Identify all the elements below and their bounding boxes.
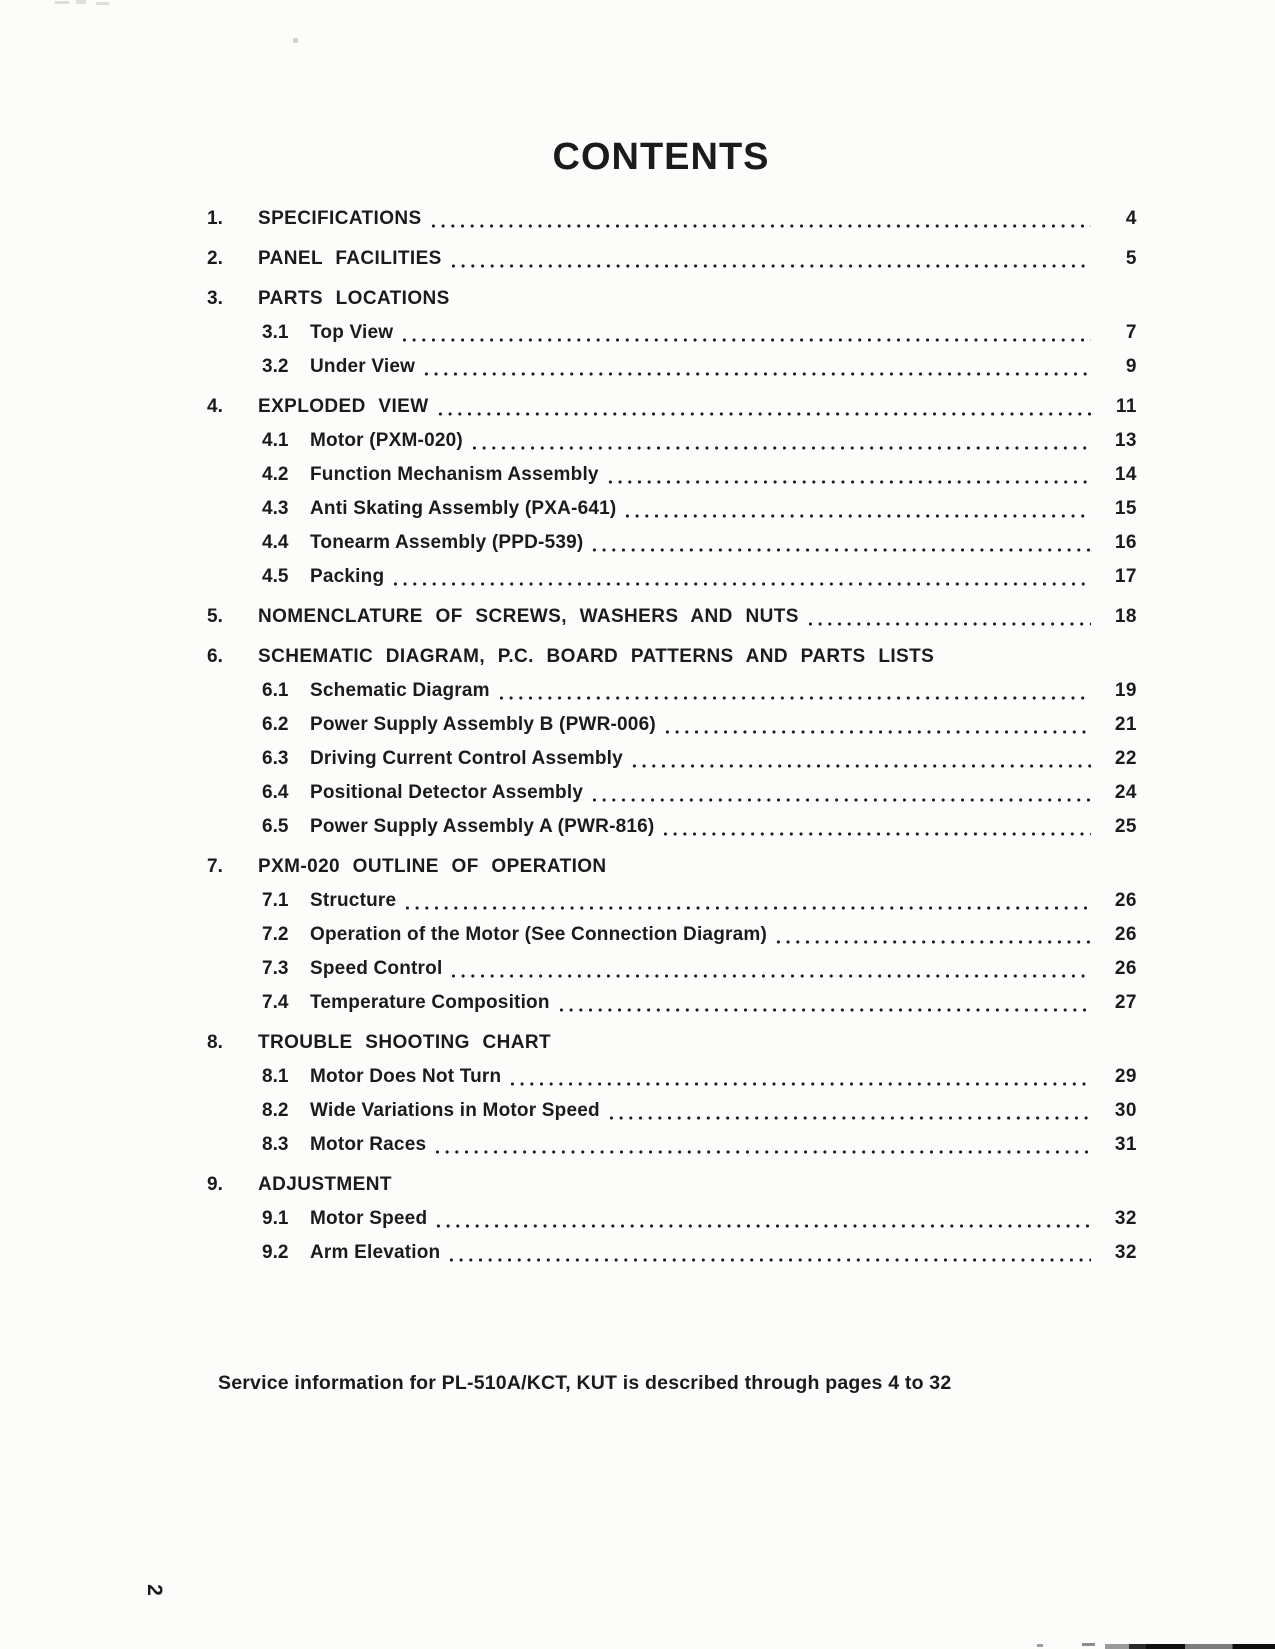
toc-entry-3 bbox=[207, 282, 1137, 316]
toc-entry-number: 6.5 bbox=[262, 816, 289, 837]
toc-entry-number: 8. bbox=[207, 1032, 223, 1053]
toc-entry-title: Schematic Diagram bbox=[310, 680, 490, 701]
toc-entry-6-1 bbox=[207, 674, 1137, 708]
toc-entry-title: Motor (PXM-020) bbox=[310, 430, 463, 451]
dot-leader bbox=[402, 316, 1091, 350]
toc-entry-title: Motor Races bbox=[310, 1134, 427, 1155]
toc-entry-number: 4.1 bbox=[262, 430, 289, 451]
toc-entry-6-3 bbox=[207, 742, 1137, 776]
toc-entry-page-number: 31 bbox=[1114, 1134, 1137, 1155]
toc-entry-7-3 bbox=[207, 952, 1137, 986]
toc-entry-number: 7.2 bbox=[262, 924, 289, 945]
toc-entry-page-number: 7 bbox=[1125, 322, 1137, 343]
toc-entry-title: Motor Speed bbox=[310, 1208, 428, 1229]
toc-entry-page-number: 4 bbox=[1125, 208, 1137, 229]
toc-entry-page-number: 25 bbox=[1114, 816, 1137, 837]
dot-leader bbox=[632, 742, 1091, 776]
toc-entry-page-number: 26 bbox=[1114, 924, 1137, 945]
scan-artifact-speck bbox=[293, 38, 298, 43]
toc-entry-page-number: 24 bbox=[1114, 782, 1137, 803]
toc-entry-title: Temperature Composition bbox=[310, 992, 550, 1013]
toc-entry-1 bbox=[207, 202, 1137, 236]
toc-entry-title: Under View bbox=[310, 356, 416, 377]
toc-entry-6-2 bbox=[207, 708, 1137, 742]
toc-entry-title: ADJUSTMENT bbox=[258, 1174, 392, 1195]
toc-entry-page-number: 22 bbox=[1114, 748, 1137, 769]
toc-entry-title: Wide Variations in Motor Speed bbox=[310, 1100, 600, 1121]
toc-entry-number: 8.1 bbox=[262, 1066, 289, 1087]
dot-leader bbox=[451, 952, 1091, 986]
toc-entry-9-2 bbox=[207, 1236, 1137, 1270]
toc-entry-title: Motor Does Not Turn bbox=[310, 1066, 502, 1087]
toc-entry-number: 8.3 bbox=[262, 1134, 289, 1155]
dot-leader bbox=[609, 1094, 1091, 1128]
dot-leader bbox=[592, 526, 1091, 560]
toc-entry-number: 4. bbox=[207, 396, 223, 417]
toc-entry-page-number: 21 bbox=[1114, 714, 1137, 735]
toc-entry-page-number: 15 bbox=[1114, 498, 1137, 519]
dot-leader bbox=[499, 674, 1091, 708]
toc-entry-title: SCHEMATIC DIAGRAM, P.C. BOARD PATTERNS AND PARTS LISTS bbox=[258, 646, 935, 667]
toc-entry-title: Top View bbox=[310, 322, 394, 343]
corner-page-number: 2 bbox=[142, 1584, 166, 1596]
toc-entry-6 bbox=[207, 640, 1137, 674]
toc-entry-number: 3. bbox=[207, 288, 223, 309]
toc-entry-title: Packing bbox=[310, 566, 385, 587]
dot-leader bbox=[608, 458, 1091, 492]
toc-entry-title: Driving Current Control Assembly bbox=[310, 748, 623, 769]
dot-leader bbox=[449, 1236, 1091, 1270]
toc-entry-4-3 bbox=[207, 492, 1137, 526]
dot-leader bbox=[472, 424, 1091, 458]
toc-entry-8 bbox=[207, 1026, 1137, 1060]
toc-entry-title: NOMENCLATURE OF SCREWS, WASHERS AND NUTS bbox=[258, 606, 799, 627]
toc-entry-number: 4.2 bbox=[262, 464, 289, 485]
toc-entry-title: Anti Skating Assembly (PXA-641) bbox=[310, 498, 617, 519]
toc-entry-number: 6.4 bbox=[262, 782, 289, 803]
toc-entry-9 bbox=[207, 1168, 1137, 1202]
toc-entry-title: PXM-020 OUTLINE OF OPERATION bbox=[258, 856, 607, 877]
dot-leader bbox=[665, 708, 1091, 742]
toc-entry-page-number: 26 bbox=[1114, 890, 1137, 911]
toc-entry-page-number: 32 bbox=[1114, 1242, 1137, 1263]
toc-entry-number: 4.3 bbox=[262, 498, 289, 519]
toc-entry-number: 5. bbox=[207, 606, 223, 627]
scan-artifact-speck bbox=[1037, 1644, 1043, 1647]
toc-entry-8-3 bbox=[207, 1128, 1137, 1162]
scan-artifact-smudge bbox=[96, 2, 109, 5]
dot-leader bbox=[559, 986, 1091, 1020]
toc-entry-8-1 bbox=[207, 1060, 1137, 1094]
toc-entry-number: 7.4 bbox=[262, 992, 289, 1013]
dot-leader bbox=[663, 810, 1091, 844]
dot-leader bbox=[510, 1060, 1091, 1094]
scan-artifact-smudge bbox=[76, 0, 86, 4]
scan-artifact-bottom-bar bbox=[1105, 1644, 1275, 1649]
toc-entry-5 bbox=[207, 600, 1137, 634]
toc-entry-number: 4.4 bbox=[262, 532, 289, 553]
toc-entry-title: Operation of the Motor (See Connection Diagram) bbox=[310, 924, 767, 945]
toc-entry-page-number: 9 bbox=[1125, 356, 1137, 377]
dot-leader bbox=[776, 918, 1091, 952]
toc-entry-number: 9.1 bbox=[262, 1208, 289, 1229]
toc-entry-number: 3.1 bbox=[262, 322, 289, 343]
toc-entry-number: 6.2 bbox=[262, 714, 289, 735]
toc-entry-page-number: 27 bbox=[1114, 992, 1137, 1013]
toc-entry-7 bbox=[207, 850, 1137, 884]
toc-entry-page-number: 14 bbox=[1114, 464, 1137, 485]
toc-entry-title: Positional Detector Assembly bbox=[310, 782, 584, 803]
toc-entry-6-5 bbox=[207, 810, 1137, 844]
toc-entry-number: 2. bbox=[207, 248, 223, 269]
toc-entry-3-2 bbox=[207, 350, 1137, 384]
dot-leader bbox=[424, 350, 1091, 384]
toc-entry-title: PARTS LOCATIONS bbox=[258, 288, 450, 309]
footer-note: Service information for PL-510A/KCT, KUT is described through pages 4 to 32 bbox=[218, 1372, 952, 1394]
toc-entry-4-2 bbox=[207, 458, 1137, 492]
toc-entry-title: Power Supply Assembly A (PWR-816) bbox=[310, 816, 655, 837]
toc-entry-7-2 bbox=[207, 918, 1137, 952]
toc-entry-3-1 bbox=[207, 316, 1137, 350]
toc-entry-number: 9.2 bbox=[262, 1242, 289, 1263]
toc-entry-title: Tonearm Assembly (PPD-539) bbox=[310, 532, 584, 553]
toc-entry-title: EXPLODED VIEW bbox=[258, 396, 429, 417]
toc-entry-page-number: 13 bbox=[1114, 430, 1137, 451]
toc-entry-title: Power Supply Assembly B (PWR-006) bbox=[310, 714, 656, 735]
toc-entry-8-2 bbox=[207, 1094, 1137, 1128]
toc-entry-7-4 bbox=[207, 986, 1137, 1020]
dot-leader bbox=[808, 600, 1091, 634]
toc-entry-title: PANEL FACILITIES bbox=[258, 248, 442, 269]
toc-entry-number: 4.5 bbox=[262, 566, 289, 587]
toc-entry-number: 7.3 bbox=[262, 958, 289, 979]
toc-entry-title: Function Mechanism Assembly bbox=[310, 464, 599, 485]
toc-entry-page-number: 29 bbox=[1114, 1066, 1137, 1087]
dot-leader bbox=[451, 242, 1091, 276]
toc-entry-6-4 bbox=[207, 776, 1137, 810]
dot-leader bbox=[436, 1202, 1091, 1236]
dot-leader bbox=[625, 492, 1091, 526]
toc-entry-page-number: 26 bbox=[1114, 958, 1137, 979]
toc-entry-title: SPECIFICATIONS bbox=[258, 208, 422, 229]
toc-entry-page-number: 16 bbox=[1114, 532, 1137, 553]
toc-entry-4 bbox=[207, 390, 1137, 424]
toc-entry-page-number: 32 bbox=[1114, 1208, 1137, 1229]
dot-leader bbox=[393, 560, 1091, 594]
toc-entry-number: 9. bbox=[207, 1174, 223, 1195]
toc-entry-number: 7.1 bbox=[262, 890, 289, 911]
table-of-contents bbox=[207, 202, 1137, 1270]
toc-entry-number: 3.2 bbox=[262, 356, 289, 377]
toc-entry-page-number: 5 bbox=[1125, 248, 1137, 269]
toc-entry-page-number: 30 bbox=[1114, 1100, 1137, 1121]
toc-entry-number: 6.3 bbox=[262, 748, 289, 769]
toc-entry-page-number: 11 bbox=[1115, 396, 1137, 417]
page-title: CONTENTS bbox=[552, 136, 770, 178]
toc-entry-page-number: 17 bbox=[1114, 566, 1137, 587]
toc-entry-page-number: 19 bbox=[1114, 680, 1137, 701]
toc-entry-4-5 bbox=[207, 560, 1137, 594]
dot-leader bbox=[405, 884, 1091, 918]
toc-entry-4-4 bbox=[207, 526, 1137, 560]
toc-entry-number: 6. bbox=[207, 646, 223, 667]
toc-entry-page-number: 18 bbox=[1114, 606, 1137, 627]
toc-entry-2 bbox=[207, 242, 1137, 276]
scan-artifact-smudge bbox=[55, 1, 69, 4]
dot-leader bbox=[438, 390, 1091, 424]
toc-entry-title: Arm Elevation bbox=[310, 1242, 441, 1263]
scan-artifact-speck bbox=[1082, 1643, 1095, 1646]
toc-entry-number: 7. bbox=[207, 856, 223, 877]
toc-entry-title: Structure bbox=[310, 890, 397, 911]
toc-entry-7-1 bbox=[207, 884, 1137, 918]
toc-entry-number: 8.2 bbox=[262, 1100, 289, 1121]
toc-entry-title: Speed Control bbox=[310, 958, 443, 979]
toc-entry-9-1 bbox=[207, 1202, 1137, 1236]
toc-entry-number: 6.1 bbox=[262, 680, 289, 701]
dot-leader bbox=[431, 202, 1091, 236]
toc-entry-4-1 bbox=[207, 424, 1137, 458]
toc-entry-title: TROUBLE SHOOTING CHART bbox=[258, 1032, 552, 1053]
dot-leader bbox=[435, 1128, 1091, 1162]
toc-entry-number: 1. bbox=[207, 208, 223, 229]
dot-leader bbox=[592, 776, 1091, 810]
